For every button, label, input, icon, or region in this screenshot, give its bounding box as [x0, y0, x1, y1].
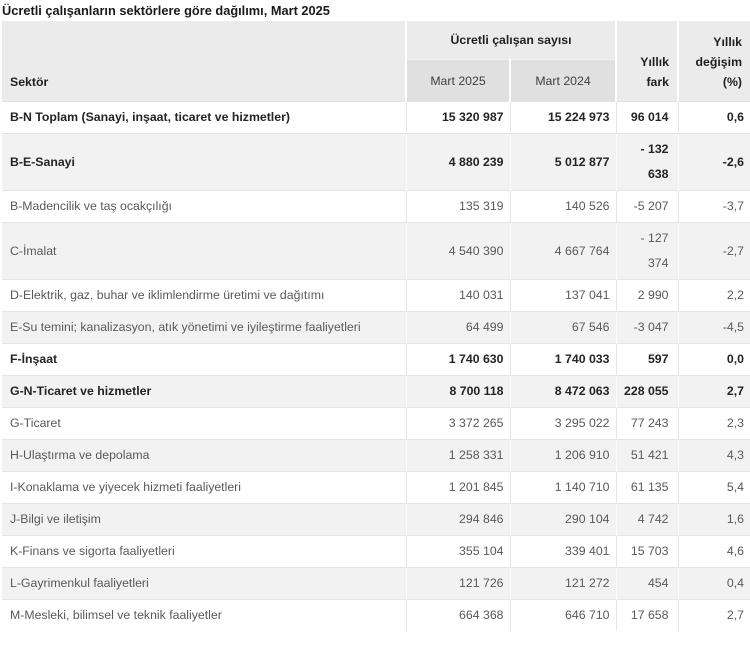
mart-2024-cell: 3 295 022	[510, 408, 616, 440]
annual-change-cell: 2,7	[678, 376, 750, 408]
table-row	[2, 600, 750, 632]
annual-difference-cell: -3 047	[616, 312, 678, 344]
annual-difference-cell: 61 135	[616, 472, 678, 504]
col-header-annual-change-pct: Yıllık değişim (%)	[678, 21, 750, 102]
annual-change-cell: 0,4	[678, 568, 750, 600]
mart-2024-cell: 1 140 710	[510, 472, 616, 504]
table-row	[2, 504, 750, 536]
mart-2025-cell: 15 320 987	[406, 102, 510, 134]
table-body	[2, 102, 750, 632]
table-row	[2, 472, 750, 504]
table-row	[2, 223, 750, 280]
mart-2024-cell: 137 041	[510, 280, 616, 312]
annual-difference-cell: 2 990	[616, 280, 678, 312]
annual-difference-cell: 597	[616, 344, 678, 376]
table-row	[2, 191, 750, 223]
annual-difference-cell: 454	[616, 568, 678, 600]
col-header-mart-2025: Mart 2025	[406, 60, 510, 102]
sector-cell: G-N-Ticaret ve hizmetler	[2, 376, 406, 408]
mart-2025-cell: 121 726	[406, 568, 510, 600]
annual-change-cell: 0,6	[678, 102, 750, 134]
annual-change-cell: -3,7	[678, 191, 750, 223]
col-header-sector: Sektör	[2, 21, 406, 102]
annual-change-cell: 4,3	[678, 440, 750, 472]
annual-difference-cell: - 127 374	[616, 223, 678, 280]
mart-2024-cell: 646 710	[510, 600, 616, 632]
mart-2024-cell: 121 272	[510, 568, 616, 600]
annual-change-cell: 0,0	[678, 344, 750, 376]
annual-difference-cell: 96 014	[616, 102, 678, 134]
sector-cell: C-İmalat	[2, 223, 406, 280]
annual-change-cell: 5,4	[678, 472, 750, 504]
col-header-mart-2024: Mart 2024	[510, 60, 616, 102]
annual-change-cell: 4,6	[678, 536, 750, 568]
sector-cell: L-Gayrimenkul faaliyetleri	[2, 568, 406, 600]
table-row	[2, 312, 750, 344]
mart-2025-cell: 1 740 630	[406, 344, 510, 376]
mart-2024-cell: 15 224 973	[510, 102, 616, 134]
table-row	[2, 280, 750, 312]
sector-cell: F-İnşaat	[2, 344, 406, 376]
sector-cell: G-Ticaret	[2, 408, 406, 440]
mart-2025-cell: 135 319	[406, 191, 510, 223]
table-row	[2, 134, 750, 191]
sector-cell: J-Bilgi ve iletişim	[2, 504, 406, 536]
mart-2025-cell: 140 031	[406, 280, 510, 312]
sector-table	[2, 21, 750, 631]
mart-2024-cell: 339 401	[510, 536, 616, 568]
sector-cell: B-E-Sanayi	[2, 134, 406, 191]
mart-2025-cell: 355 104	[406, 536, 510, 568]
mart-2025-cell: 4 540 390	[406, 223, 510, 280]
mart-2025-cell: 1 258 331	[406, 440, 510, 472]
table-row	[2, 536, 750, 568]
annual-difference-cell: 228 055	[616, 376, 678, 408]
sector-cell: D-Elektrik, gaz, buhar ve iklimlendirme üretimi ve dağıtımı	[2, 280, 406, 312]
table-row	[2, 568, 750, 600]
annual-difference-cell: - 132 638	[616, 134, 678, 191]
annual-change-cell: 2,3	[678, 408, 750, 440]
mart-2024-cell: 290 104	[510, 504, 616, 536]
sector-cell: M-Mesleki, bilimsel ve teknik faaliyetler	[2, 600, 406, 632]
col-header-annual-difference: Yıllık fark	[616, 21, 678, 102]
annual-difference-cell: -5 207	[616, 191, 678, 223]
table-row	[2, 344, 750, 376]
annual-change-cell: -4,5	[678, 312, 750, 344]
sector-cell: B-Madencilik ve taş ocakçılığı	[2, 191, 406, 223]
mart-2024-cell: 1 740 033	[510, 344, 616, 376]
sector-cell: H-Ulaştırma ve depolama	[2, 440, 406, 472]
table-row	[2, 408, 750, 440]
mart-2025-cell: 4 880 239	[406, 134, 510, 191]
mart-2025-cell: 664 368	[406, 600, 510, 632]
sector-cell: E-Su temini; kanalizasyon, atık yönetimi ve iyileştirme faaliyetleri	[2, 312, 406, 344]
annual-change-cell: -2,7	[678, 223, 750, 280]
table-row	[2, 440, 750, 472]
annual-difference-cell: 51 421	[616, 440, 678, 472]
table-row	[2, 102, 750, 134]
annual-difference-cell: 17 658	[616, 600, 678, 632]
sector-cell: K-Finans ve sigorta faaliyetleri	[2, 536, 406, 568]
annual-difference-cell: 4 742	[616, 504, 678, 536]
table-row	[2, 376, 750, 408]
annual-difference-cell: 15 703	[616, 536, 678, 568]
mart-2024-cell: 8 472 063	[510, 376, 616, 408]
annual-difference-cell: 77 243	[616, 408, 678, 440]
sector-cell: B-N Toplam (Sanayi, inşaat, ticaret ve hizmetler)	[2, 102, 406, 134]
mart-2024-cell: 5 012 877	[510, 134, 616, 191]
annual-change-cell: -2,6	[678, 134, 750, 191]
mart-2024-cell: 67 546	[510, 312, 616, 344]
annual-change-cell: 1,6	[678, 504, 750, 536]
mart-2025-cell: 1 201 845	[406, 472, 510, 504]
mart-2025-cell: 3 372 265	[406, 408, 510, 440]
mart-2025-cell: 64 499	[406, 312, 510, 344]
table-header	[2, 21, 750, 102]
sector-cell: I-Konaklama ve yiyecek hizmeti faaliyetleri	[2, 472, 406, 504]
col-group-header-paid-employees: Ücretli çalışan sayısı	[406, 21, 616, 60]
annual-change-cell: 2,2	[678, 280, 750, 312]
mart-2024-cell: 1 206 910	[510, 440, 616, 472]
page-title: Ücretli çalışanların sektörlere göre dağılımı, Mart 2025	[2, 3, 330, 18]
mart-2025-cell: 8 700 118	[406, 376, 510, 408]
annual-change-cell: 2,7	[678, 600, 750, 632]
mart-2025-cell: 294 846	[406, 504, 510, 536]
mart-2024-cell: 4 667 764	[510, 223, 616, 280]
mart-2024-cell: 140 526	[510, 191, 616, 223]
